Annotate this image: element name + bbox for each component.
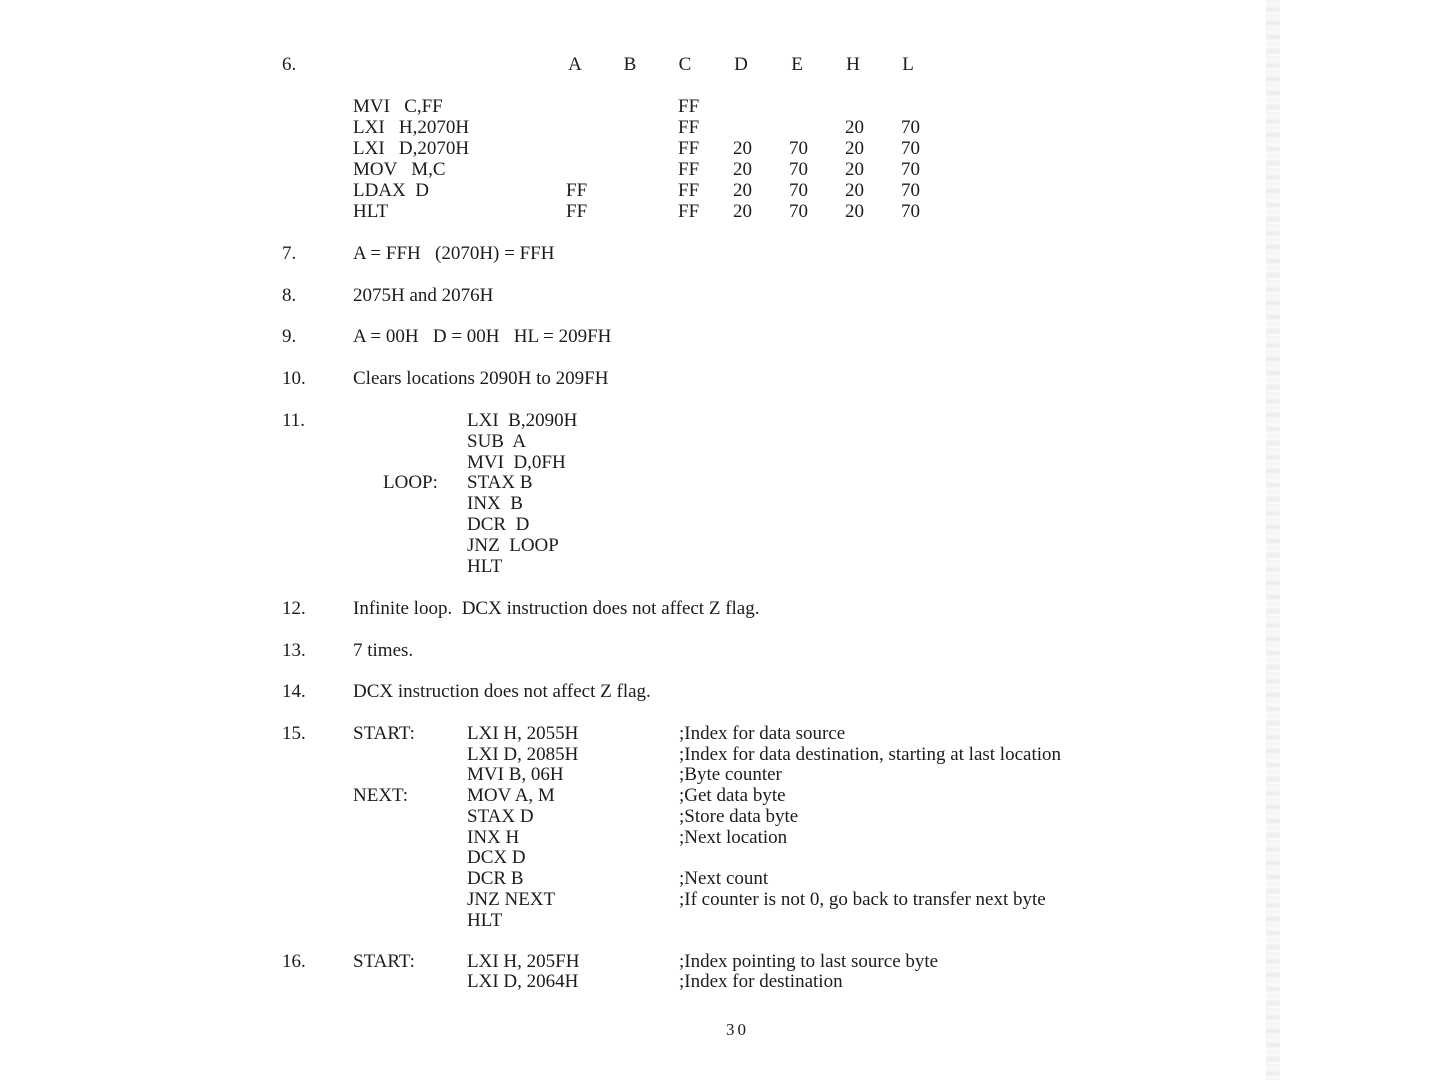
register-header-h: H [846, 54, 860, 75]
q6-value-d: 20 [733, 201, 752, 222]
page-number: 30 [726, 1020, 749, 1039]
q6-value-l: 70 [901, 201, 920, 222]
q11-code-line: STAX B [467, 472, 533, 493]
q6-value-h: 20 [845, 138, 864, 159]
loop-label: LOOP: [383, 472, 438, 493]
q15-comment: ;Next count [679, 868, 769, 889]
question-14-number: 14. [282, 681, 306, 702]
question-10-answer: Clears locations 2090H to 209FH [353, 368, 609, 389]
q15-code-line: LXI H, 2055H [467, 723, 579, 744]
question-6-number: 6. [282, 54, 297, 75]
q15-comment: ;Index for data source [679, 723, 846, 744]
q15-code-line: HLT [467, 910, 503, 931]
q11-code-line: MVI D,0FH [467, 452, 566, 473]
q6-value-h: 20 [845, 201, 864, 222]
q15-code-line: DCR B [467, 868, 524, 889]
question-9-answer: A = 00H D = 00H HL = 209FH [353, 326, 612, 347]
q6-value-h: 20 [845, 180, 864, 201]
q6-value-c: FF [678, 138, 700, 159]
q15-comment: ;Store data byte [679, 806, 799, 827]
q15-comment: ;If counter is not 0, go back to transfer next byte [679, 889, 1046, 910]
q6-value-l: 70 [901, 180, 920, 201]
q11-code-line: SUB A [467, 431, 527, 452]
q6-value-c: FF [678, 159, 700, 180]
q6-value-l: 70 [901, 117, 920, 138]
question-12-answer: Infinite loop. DCX instruction does not affect Z flag. [353, 598, 760, 619]
q6-value-l: 70 [901, 138, 920, 159]
q15-comment: ;Byte counter [679, 764, 782, 785]
q15-code-line: MOV A, M [467, 785, 555, 806]
start-label: START: [353, 723, 415, 744]
question-12-number: 12. [282, 598, 306, 619]
q11-code-line: DCR D [467, 514, 530, 535]
register-header-a: A [568, 54, 582, 75]
q6-value-e: 70 [789, 159, 808, 180]
q6-value-d: 20 [733, 159, 752, 180]
q6-instruction: LXI H,2070H [353, 117, 470, 138]
q6-value-l: 70 [901, 159, 920, 180]
q6-value-e: 70 [789, 201, 808, 222]
q6-instruction: LXI D,2070H [353, 138, 470, 159]
register-header-b: B [623, 54, 637, 75]
q15-comment: ;Get data byte [679, 785, 786, 806]
q11-code-line: JNZ LOOP [467, 535, 559, 556]
q6-value-c: FF [678, 201, 700, 222]
q6-value-c: FF [678, 180, 700, 201]
question-7-answer: A = FFH (2070H) = FFH [353, 243, 555, 264]
question-8-number: 8. [282, 285, 297, 306]
register-header-e: E [791, 54, 803, 75]
q6-value-e: 70 [789, 180, 808, 201]
q6-value-c: FF [678, 117, 700, 138]
q15-code-line: INX H [467, 827, 520, 848]
q11-code-line: LXI B,2090H [467, 410, 578, 431]
q15-code-line: JNZ NEXT [467, 889, 556, 910]
question-13-answer: 7 times. [353, 640, 414, 661]
register-header-d: D [734, 54, 748, 75]
q6-instruction: LDAX D [353, 180, 429, 201]
q16-code-line: LXI D, 2064H [467, 971, 579, 992]
question-16-number: 16. [282, 951, 306, 972]
q6-instruction: HLT [353, 201, 389, 222]
q16-code-line: LXI H, 205FH [467, 951, 580, 972]
q15-comment: ;Next location [679, 827, 788, 848]
q6-instruction: MOV M,C [353, 159, 446, 180]
scan-edge-strip [1266, 0, 1280, 1080]
register-header-c: C [678, 54, 692, 75]
question-14-answer: DCX instruction does not affect Z flag. [353, 681, 651, 702]
q15-comment: ;Index for data destination, starting at last location [679, 744, 1062, 765]
question-11-number: 11. [282, 410, 306, 431]
q6-value-h: 20 [845, 117, 864, 138]
q6-value-d: 20 [733, 180, 752, 201]
q6-value-e: 70 [789, 138, 808, 159]
q6-value-a: FF [566, 201, 588, 222]
q6-value-d: 20 [733, 138, 752, 159]
question-13-number: 13. [282, 640, 306, 661]
q16-comment: ;Index pointing to last source byte [679, 951, 939, 972]
q15-code-line: STAX D [467, 806, 534, 827]
next-label: NEXT: [353, 785, 408, 806]
q11-code-line: INX B [467, 493, 523, 514]
q15-code-line: MVI B, 06H [467, 764, 564, 785]
start-label: START: [353, 951, 415, 972]
q15-code-line: DCX D [467, 847, 526, 868]
q11-code-line: HLT [467, 556, 503, 577]
q15-code-line: LXI D, 2085H [467, 744, 579, 765]
q6-value-h: 20 [845, 159, 864, 180]
question-8-answer: 2075H and 2076H [353, 285, 494, 306]
q6-value-c: FF [678, 96, 700, 117]
question-15-number: 15. [282, 723, 306, 744]
question-7-number: 7. [282, 243, 297, 264]
question-9-number: 9. [282, 326, 297, 347]
q6-instruction: MVI C,FF [353, 96, 443, 117]
register-header-l: L [902, 54, 914, 75]
question-10-number: 10. [282, 368, 306, 389]
q16-comment: ;Index for destination [679, 971, 843, 992]
q6-value-a: FF [566, 180, 588, 201]
